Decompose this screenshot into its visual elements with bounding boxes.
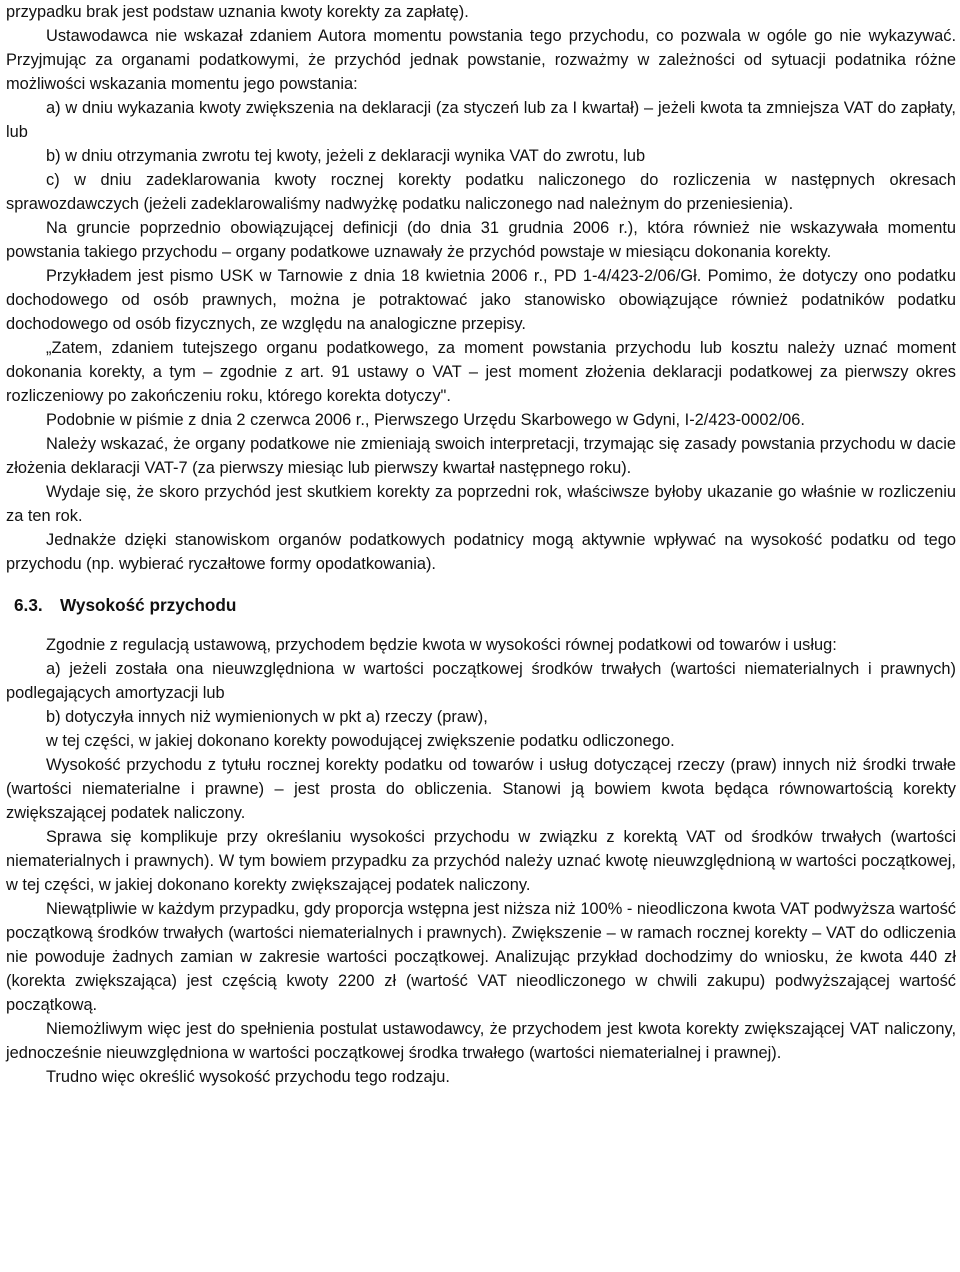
paragraph: w tej części, w jakiej dokonano korekty powodującej zwiększenie podatku odliczonego.: [46, 732, 675, 750]
paragraph: Ustawodawca nie wskazał zdaniem Autora momentu powstania tego przychodu, co pozwala w ogóle go nie wykazywać. Przyjmując za organami podatkowymi, że przychód jednak powstanie, rozważmy w zależności od sytuacji podatnika różne możliwości wskazania momentu jego powstania:: [6, 27, 956, 93]
paragraph: Zgodnie z regulacją ustawową, przychodem będzie kwota w wysokości równej podatkowi od towarów i usług:: [46, 636, 837, 654]
top-paragraphs: [6, 0, 956, 576]
paragraph: Przykładem jest pismo USK w Tarnowie z dnia 18 kwietnia 2006 r., PD 1-4/423-2/06/Gł. Pomimo, że dotyczy ono podatku dochodowego od osób prawnych, można je potraktować jako stanowisko obowiązujące również podatników podatku dochodowego od osób fizycznych, ze względu na analogiczne przepisy.: [6, 267, 956, 333]
list-item-a: a) w dniu wykazania kwoty zwiększenia na deklaracji (za styczeń lub za I kwartał) – jeżeli kwota ta zmniejsza VAT do zapłaty, lub: [6, 99, 956, 141]
paragraph: Podobnie w piśmie z dnia 2 czerwca 2006 r., Pierwszego Urzędu Skarbowego w Gdyni, I-2/423-0002/06.: [46, 411, 805, 429]
quotation: „Zatem, zdaniem tutejszego organu podatkowego, za moment powstania przychodu lub kosztu należy uznać moment dokonania korekty, a tym – zgodnie z art. 91 ustawy o VAT – jest moment złożenia deklaracji podatkowej za pierwszy okres rozliczeniowy po zakończeniu roku, którego korekta dotyczy".: [6, 339, 956, 405]
list-item-c: c) w dniu zadeklarowania kwoty rocznej korekty podatku naliczonego do rozliczenia w następnych okresach sprawozdawczych (jeżeli zadeklarowaliśmy nadwyżkę podatku naliczonego nad należnym do przeniesienia).: [6, 171, 956, 213]
section-heading: [6, 593, 956, 617]
list-item-b: b) w dniu otrzymania zwrotu tej kwoty, jeżeli z deklaracji wynika VAT do zwrotu, lub: [46, 147, 646, 165]
paragraph: Należy wskazać, że organy podatkowe nie zmieniają swoich interpretacji, trzymając się zasady powstania przychodu w dacie złożenia deklaracji VAT-7 (za pierwszy miesiąc lub pierwszy kwartał następnego roku).: [6, 435, 956, 477]
paragraph: Na gruncie poprzednio obowiązującej definicji (do dnia 31 grudnia 2006 r.), która również nie wskazywała momentu powstania takiego przychodu – organy podatkowe uznawały że przychód powstaje w miesiącu dokonania korekty.: [6, 219, 956, 261]
list-item-a: a) jeżeli została ona nieuwzględniona w wartości początkowej środków trwałych (wartości niematerialnych i prawnych) podlegających amortyzacji lub: [6, 660, 956, 702]
section-title: Wysokość przychodu: [60, 595, 237, 615]
paragraph: Wysokość przychodu z tytułu rocznej korekty podatku od towarów i usług dotyczącej rzeczy (praw) innych niż środki trwałe (wartości niematerialne i prawne) – jest prosta do obliczenia. Stanowi ją bowiem kwota będąca równowartością korekty zwiększającej podatek naliczony.: [6, 756, 956, 822]
document-page: [6, 0, 956, 1089]
paragraph: Niemożliwym więc jest do spełnienia postulat ustawodawcy, że przychodem jest kwota korekty zwiększającej VAT naliczony, jednocześnie nieuwzględniona w wartości początkowej środka trwałego (wartości niematerialnej i prawnej).: [6, 1020, 956, 1062]
paragraph: Trudno więc określić wysokość przychodu tego rodzaju.: [46, 1068, 450, 1086]
paragraph: przypadku brak jest podstaw uznania kwoty korekty za zapłatę).: [6, 3, 469, 21]
paragraph: Sprawa się komplikuje przy określaniu wysokości przychodu w związku z korektą VAT od środków trwałych (wartości niematerialnych i prawnych). W tym bowiem przypadku za przychód należy uznać kwotę nieuwzględnioną w wartości początkowej, w tej części, w jakiej dokonano korekty zwiększającej podatek naliczony.: [6, 828, 956, 894]
paragraph: Niewątpliwie w każdym przypadku, gdy proporcja wstępna jest niższa niż 100% - nieodliczona kwota VAT podwyższa wartość początkową środków trwałych (wartości niematerialnych i prawnych). Zwiększenie – w ramach rocznej korekty – VAT do odliczenia nie powoduje żadnych zamian w zakresie wartości początkowej. Analizując przykład dochodzimy do wniosku, że kwota 440 zł (korekta zwiększająca) jest częścią kwoty 2200 zł (wartość VAT nieodliczonego w chwili zakupu) podwyższającej wartość początkową.: [6, 900, 956, 1014]
list-item-b: b) dotyczyła innych niż wymienionych w pkt a) rzeczy (praw),: [46, 708, 488, 726]
paragraph: Jednakże dzięki stanowiskom organów podatkowych podatnicy mogą aktywnie wpływać na wysokość podatku od tego przychodu (np. wybierać ryczałtowe formy opodatkowania).: [6, 531, 956, 573]
bottom-paragraphs: [6, 633, 956, 1089]
section-number: 6.3.: [14, 595, 43, 615]
paragraph: Wydaje się, że skoro przychód jest skutkiem korekty za poprzedni rok, właściwsze byłoby ukazanie go właśnie w rozliczeniu za ten rok.: [6, 483, 956, 525]
